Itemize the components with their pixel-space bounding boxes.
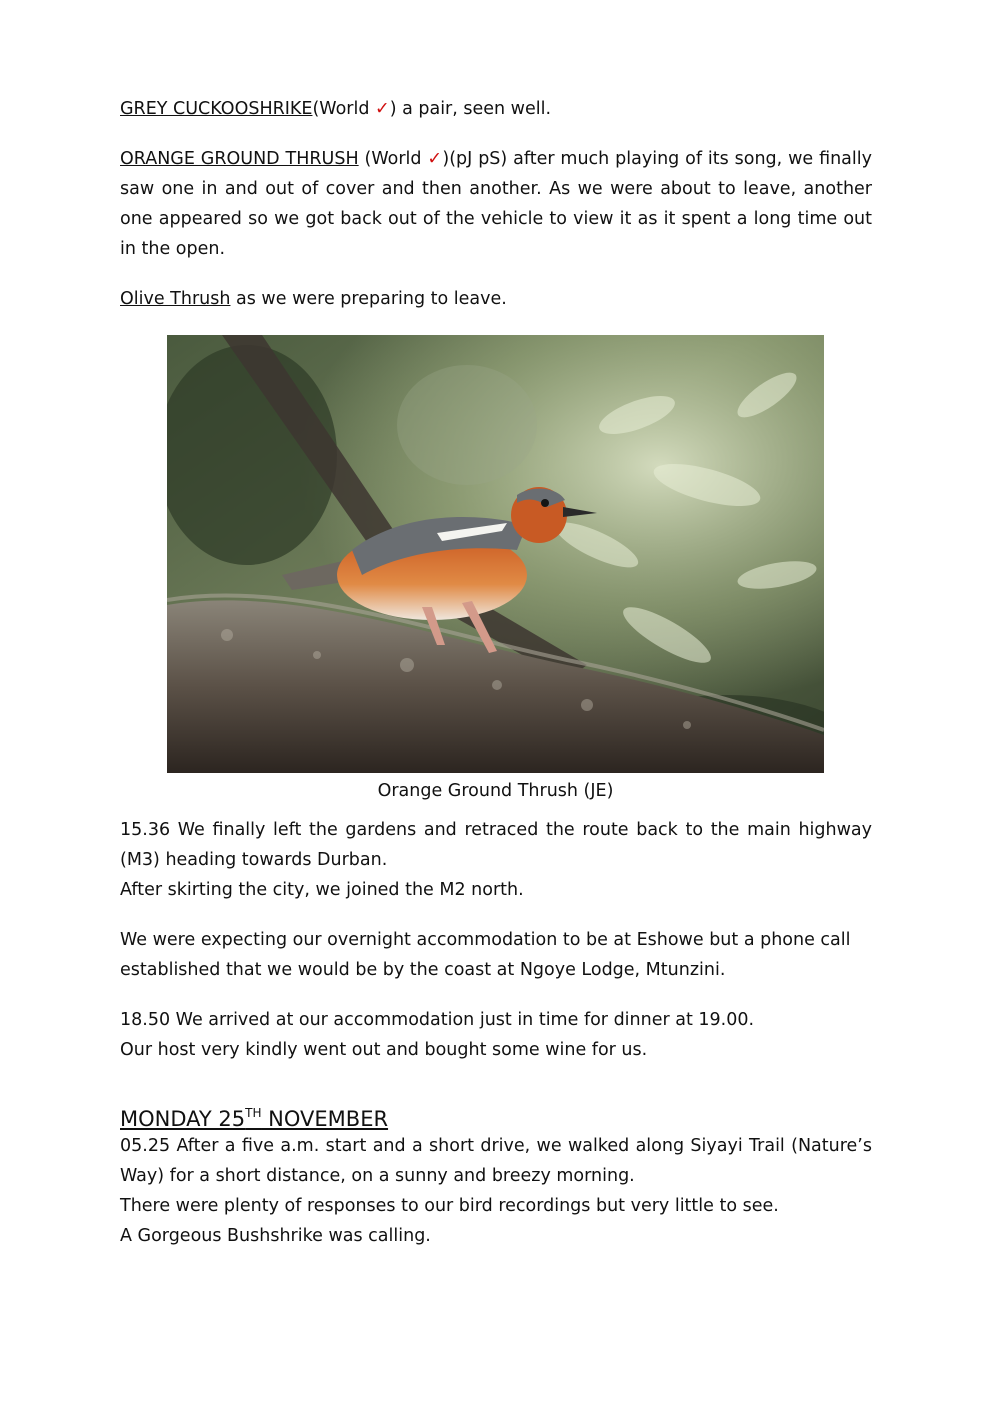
species-name: Olive Thrush xyxy=(120,289,231,309)
paragraph-siyayi-trail: 05.25 After a five a.m. start and a short drive, we walked along Siyayi Trail (Nature’s Way) for a short distance, on a sunny and breezy morning. There were plenty of responses to our bird recordings but very little to see. A Gorgeous Bushshrike was calling. xyxy=(120,1136,872,1246)
bird-photo xyxy=(167,335,824,773)
checkmark-icon: ✓ xyxy=(427,149,443,169)
checkmark-icon: ✓ xyxy=(375,99,390,119)
day-heading: MONDAY 25TH NOVEMBER xyxy=(120,1106,389,1131)
paragraph-departure: 15.36 We finally left the gardens and retraced the route back to the main highway (M3) heading towards Durban. After skirting the city, we joined the M2 north. xyxy=(120,820,872,900)
paragraph-accommodation: We were expecting our overnight accommodation to be at Eshowe but a phone call established that we would be by the coast at Ngoye Lodge, Mtunzini. xyxy=(120,930,851,980)
paragraph-arrival: 18.50 We arrived at our accommodation just in time for dinner at 19.00. Our host very kindly went out and bought some wine for us. xyxy=(120,1010,755,1060)
species-name: GREY CUCKOOSHRIKE xyxy=(120,99,313,119)
paragraph-olive-thrush: Olive Thrush as we were preparing to leave. xyxy=(120,289,507,309)
species-name: ORANGE GROUND THRUSH xyxy=(120,149,359,169)
paragraph-orange-ground-thrush: ORANGE GROUND THRUSH (World ✓)(pJ pS) after much playing of its song, we finally saw one in and out of cover and then another. As we were about to leave, another one appeared so we got back out of the vehicle to view it as it spent a long time out in the open. xyxy=(120,149,872,259)
paragraph-grey-cuckooshrike: GREY CUCKOOSHRIKE(World ✓) a pair, seen well. xyxy=(120,99,552,119)
photo-caption: Orange Ground Thrush (JE) xyxy=(377,781,614,801)
